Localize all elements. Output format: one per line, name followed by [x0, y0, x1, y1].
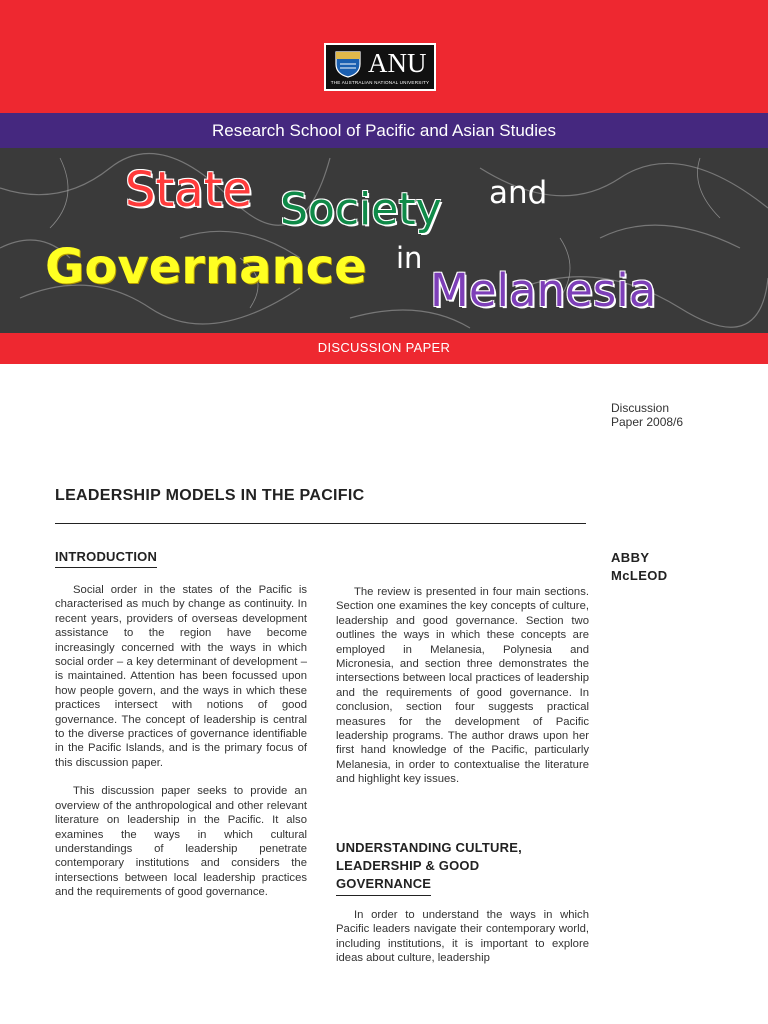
culture-paragraph: In order to understand the ways in which Pacific leaders navigate their contemporary world, including institutions, it is important to explore ideas about culture, leadership — [336, 909, 589, 965]
anu-logo — [324, 43, 436, 91]
intro-paragraph-1: Social order in the states of the Pacific is characterised as much by change as continuity. In recent years, providers of overseas development assistance to the region have become increasingly concerned with the ways in which social order – a key determinant of development – is maintained. Attention has been focussed upon how people govern, and the ways in which these practices intersect with notions of good governance. The concept of leadership is central to the diverse practices of governance identifiable in the Pacific Islands, and is the primary focus of this discussion paper. — [55, 584, 307, 769]
paper-title: LEADERSHIP MODELS IN THE PACIFIC — [55, 487, 365, 504]
banner-word-governance: Governance — [45, 239, 367, 295]
banner-word-and: and — [489, 175, 548, 211]
title-divider — [55, 523, 586, 524]
intro-paragraph-2: This discussion paper seeks to provide an overview of the anthropological and other relevant literature on leadership in the Pacific. It also examines the ways in which cultural understandings of leadership penetrate contemporary institutions and considers the intersections between local leadership practices and the requirements of good governance. — [55, 785, 307, 899]
culture-heading-line3: GOVERNANCE — [336, 875, 431, 896]
culture-heading — [336, 839, 576, 896]
banner-word-society: Society — [280, 184, 442, 235]
logo-subtitle: THE AUSTRALIAN NATIONAL UNIVERSITY — [330, 80, 430, 85]
column-right — [336, 585, 589, 801]
author-name — [611, 549, 668, 585]
logo-wordmark: ANU — [368, 48, 427, 78]
author-last-name: McLEOD — [611, 568, 668, 583]
author-first-name: ABBY — [611, 550, 650, 565]
paper-reference — [611, 401, 683, 429]
culture-heading-line2: LEADERSHIP & GOOD — [336, 858, 480, 873]
discussion-paper-label: DISCUSSION PAPER — [317, 340, 451, 355]
school-name: Research School of Pacific and Asian Studies — [212, 121, 556, 140]
culture-heading-line1: UNDERSTANDING CULTURE, — [336, 840, 522, 855]
intro-heading: INTRODUCTION — [55, 549, 157, 568]
banner-word-in: in — [396, 241, 423, 275]
column-left — [55, 583, 307, 914]
paper-ref-line1: Discussion — [611, 401, 670, 415]
review-paragraph: The review is presented in four main sections. Section one examines the key concepts of culture, leadership and good governance. Section two outlines the ways in which these concepts are employed in Melanesia, Polynesia and Micronesia, and section three demonstrates the intersections between local practices of leadership and the requirements of good governance. In conclusion, section four suggests practical measures for the development of Pacific leadership programs. The author draws upon her first hand knowledge of the Pacific, particularly Melanesia, in order to contextualise the literature and highlight key issues. — [336, 586, 589, 786]
university-crest-icon — [332, 50, 364, 78]
banner-word-state: State — [125, 162, 253, 218]
column-right-continued — [336, 908, 589, 968]
banner-word-melanesia: Melanesia — [430, 264, 657, 317]
paper-ref-line2: Paper 2008/6 — [611, 415, 684, 429]
